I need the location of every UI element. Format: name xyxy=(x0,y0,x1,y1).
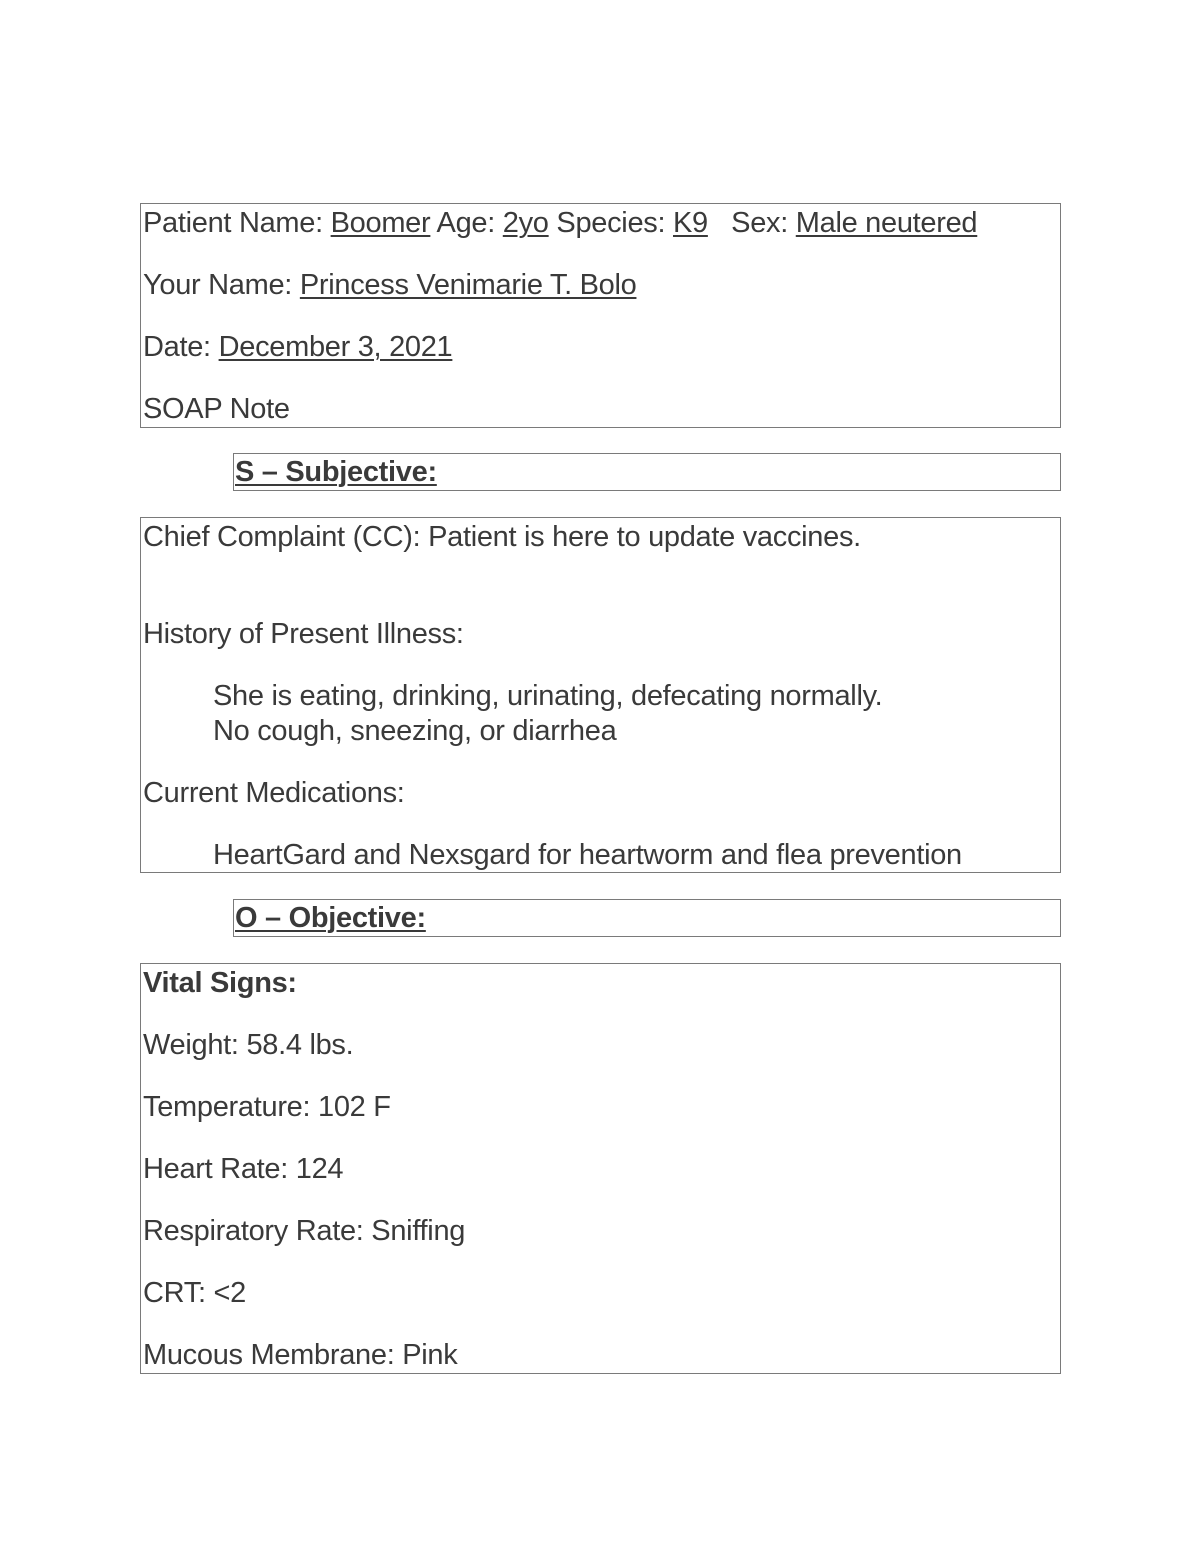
hpi-line-2: No cough, sneezing, or diarrhea xyxy=(213,715,617,747)
species-label: Species: xyxy=(556,207,666,239)
chief-complaint: Chief Complaint (CC): Patient is here to update vaccines. xyxy=(143,521,861,553)
age-label: Age: xyxy=(436,207,496,239)
vital-signs-label: Vital Signs: xyxy=(143,967,297,999)
note-type: SOAP Note xyxy=(143,393,290,425)
subjective-heading: S – Subjective: xyxy=(235,456,437,488)
weight: Weight: 58.4 lbs. xyxy=(143,1029,354,1061)
crt: CRT: <2 xyxy=(143,1277,246,1309)
respiratory-rate: Respiratory Rate: Sniffing xyxy=(143,1215,466,1247)
date-label: Date: xyxy=(143,331,211,363)
objective-box xyxy=(140,963,1061,1374)
date-value: December 3, 2021 xyxy=(218,331,453,363)
patient-name-value: Boomer xyxy=(330,207,431,239)
date-line xyxy=(143,330,452,364)
objective-heading-box xyxy=(233,899,1061,937)
mucous-membrane: Mucous Membrane: Pink xyxy=(143,1339,458,1371)
patient-name-label: Patient Name: xyxy=(143,207,323,239)
age-value: 2yo xyxy=(502,207,549,239)
objective-heading: O – Objective: xyxy=(235,902,426,934)
medications-value: HeartGard and Nexsgard for heartworm and flea prevention xyxy=(213,839,962,871)
patient-info-line xyxy=(143,206,977,240)
subjective-box xyxy=(140,517,1061,873)
your-name-label: Your Name: xyxy=(143,269,293,301)
temperature: Temperature: 102 F xyxy=(143,1091,391,1123)
sex-value: Male neutered xyxy=(795,207,978,239)
sex-label: Sex: xyxy=(731,207,788,239)
heart-rate: Heart Rate: 124 xyxy=(143,1153,344,1185)
medications-label: Current Medications: xyxy=(143,777,405,809)
hpi-line-1: She is eating, drinking, urinating, defecating normally. xyxy=(213,680,883,712)
your-name-line xyxy=(143,268,636,302)
hpi-label: History of Present Illness: xyxy=(143,618,464,650)
your-name-value: Princess Venimarie T. Bolo xyxy=(299,269,637,301)
species-value: K9 xyxy=(673,207,708,239)
subjective-heading-box xyxy=(233,453,1061,491)
patient-info-box xyxy=(140,203,1061,428)
